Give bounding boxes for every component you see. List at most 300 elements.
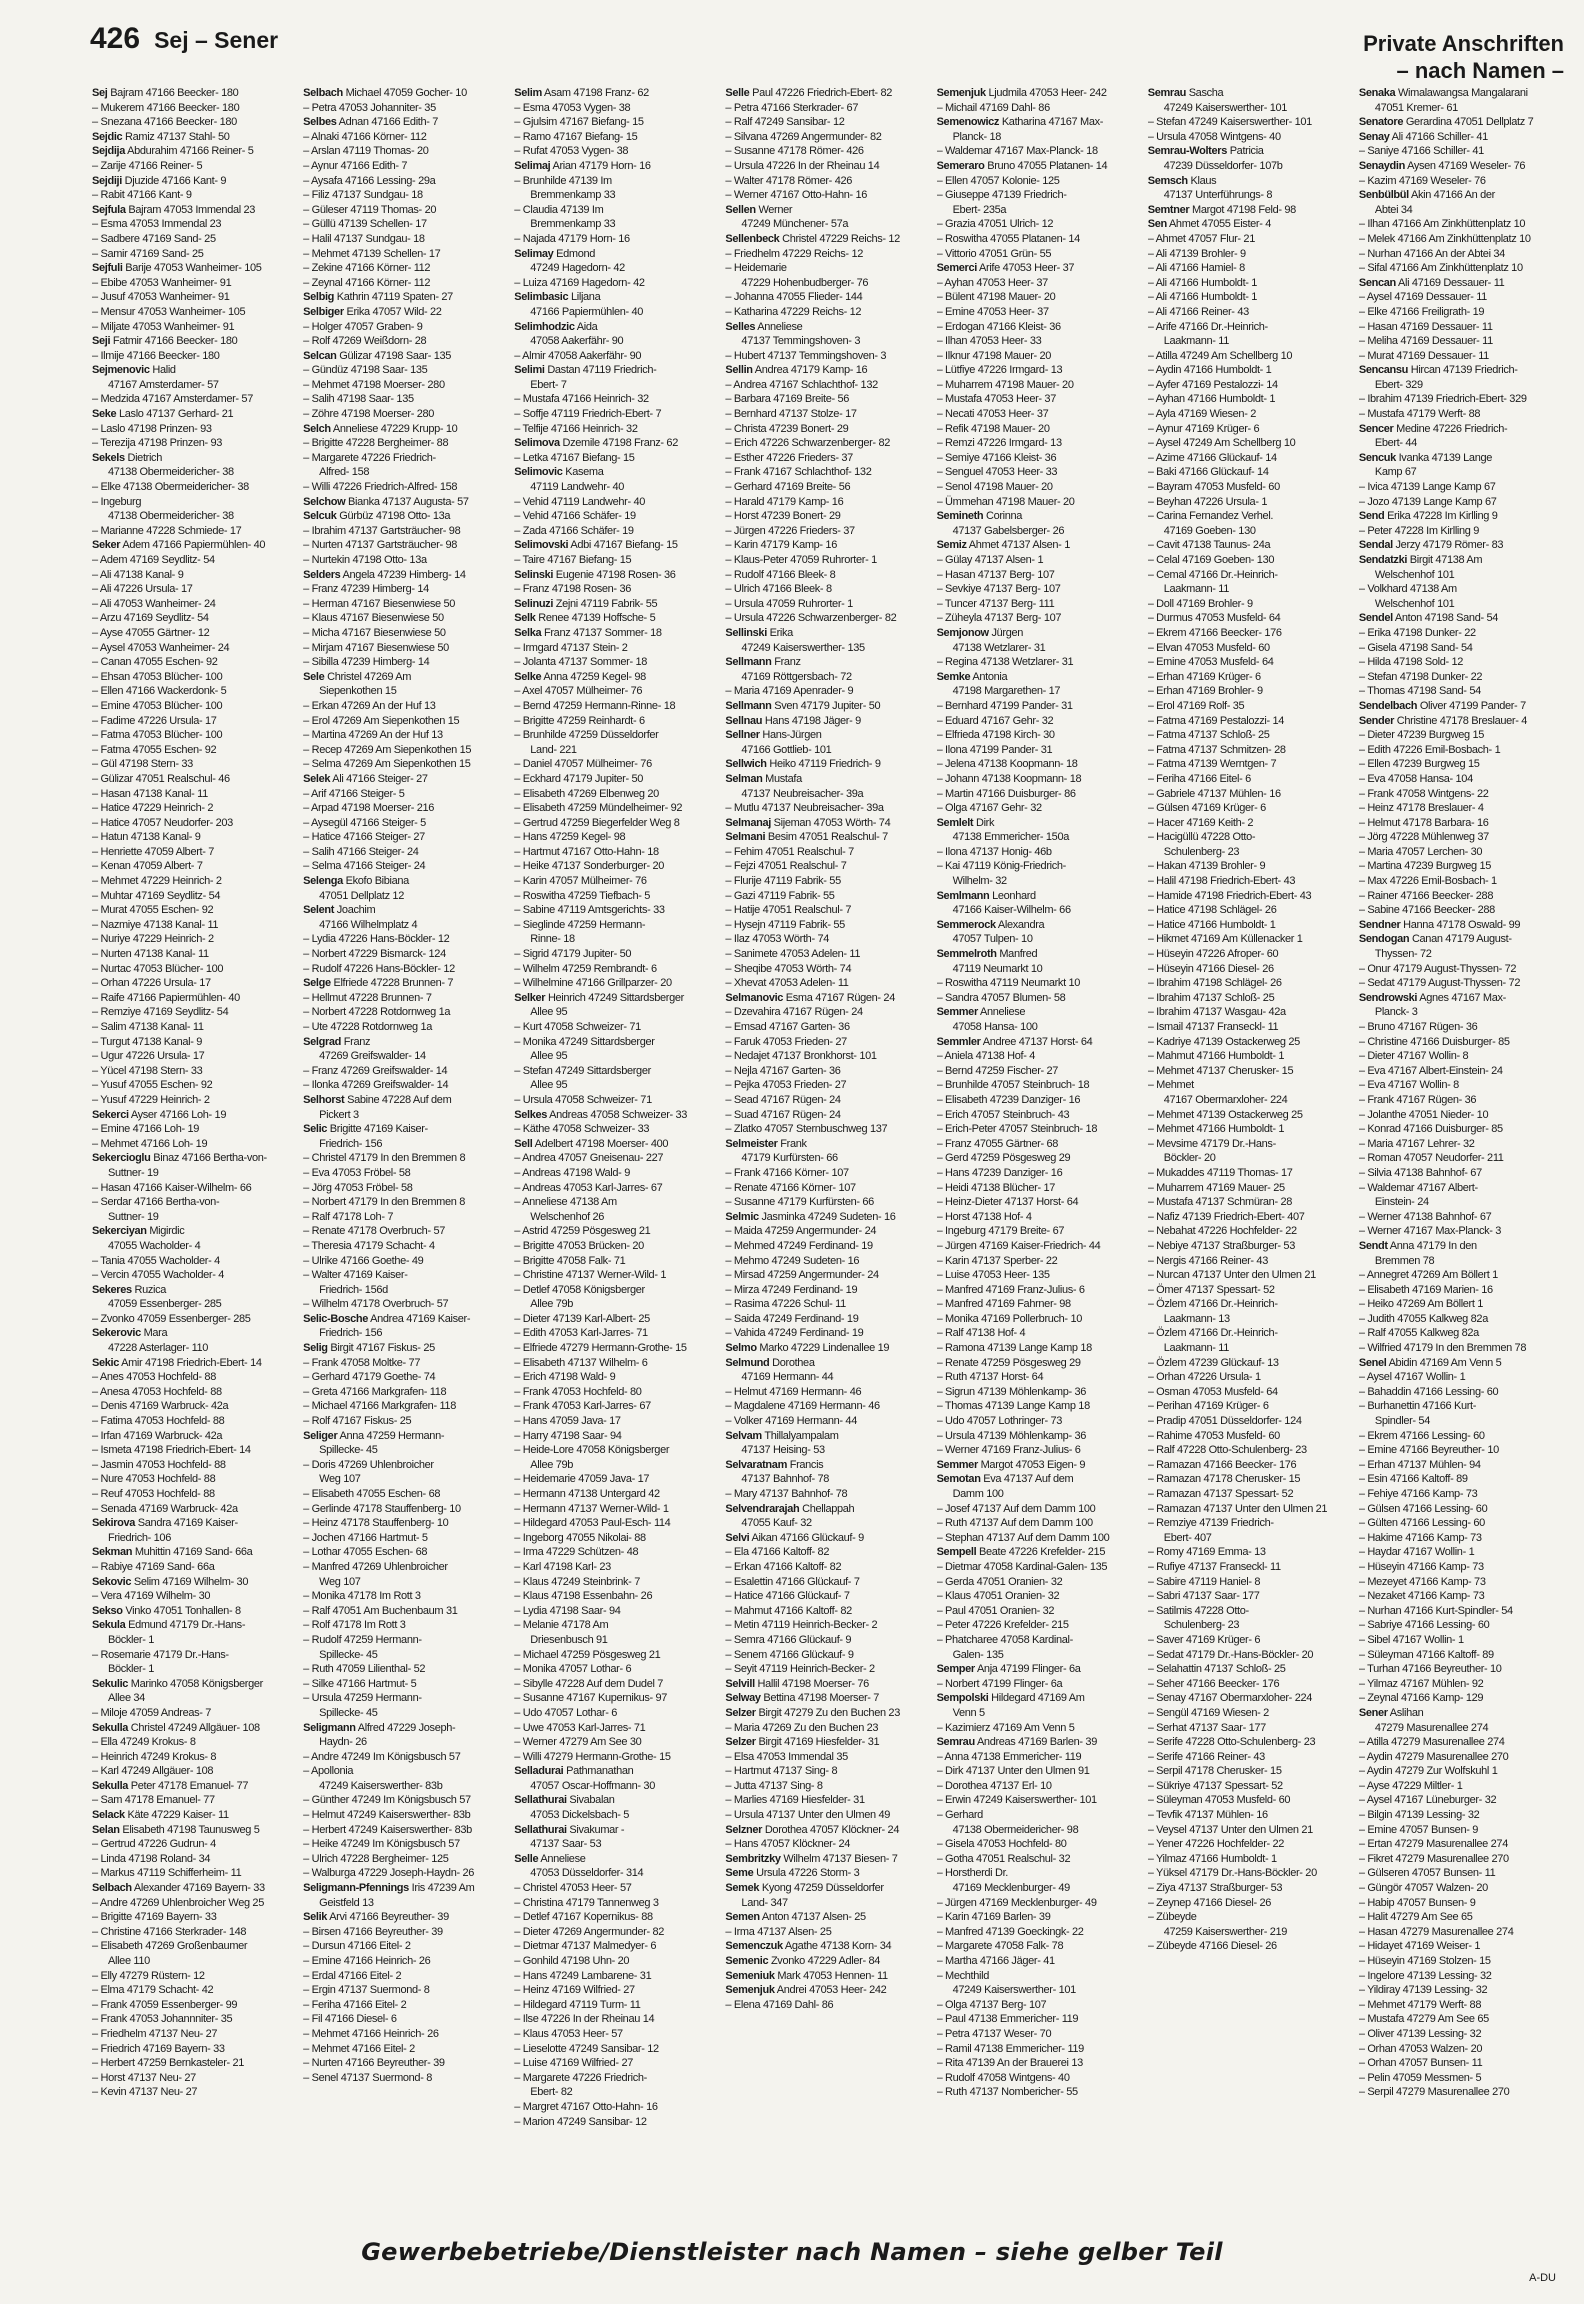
directory-entry <box>937 1852 1142 1867</box>
directory-entry <box>303 1487 508 1502</box>
entry-text: – Hatice 47166 Humboldt- 1 <box>1147 918 1276 931</box>
surname: Sekula <box>92 1619 126 1632</box>
entry-text: – Luise 47053 Heer- 135 <box>936 1269 1050 1282</box>
directory-entry <box>1359 159 1564 174</box>
directory-entry <box>937 932 1142 947</box>
entry-text: Geistfeld 13 <box>319 1896 374 1909</box>
entry-text: – Güleser 47119 Thomas- 20 <box>303 203 437 216</box>
entry-text: – Willi 47226 Friedrich-Alfred- 158 <box>303 481 458 494</box>
directory-entry <box>1359 903 1564 918</box>
entry-text: – Doll 47169 Brohler- 9 <box>1147 597 1253 610</box>
entry-text: – Zekine 47166 Körner- 112 <box>303 262 431 275</box>
entry-text: Dietrich <box>127 451 162 464</box>
directory-entry <box>725 174 930 189</box>
entry-text: – Werner 47167 Otto-Hahn- 16 <box>725 189 868 202</box>
directory-entry <box>303 1706 508 1721</box>
entry-text: Aslihan <box>1389 1706 1424 1719</box>
directory-entry <box>1359 2085 1564 2100</box>
entry-text: – Nurhan 47166 An der Abtei 34 <box>1358 247 1505 260</box>
directory-entry <box>303 1297 508 1312</box>
surname: Sekirova <box>92 1517 136 1530</box>
entry-text: – Hatice 47198 Schlägel- 26 <box>1147 904 1277 917</box>
entry-text: – Remziye 47139 Friedrich- <box>1147 1517 1274 1530</box>
directory-entry <box>725 1983 930 1998</box>
entry-text: – Esther 47226 Frieders- 37 <box>725 451 853 464</box>
entry-text: Erika 47228 Im Kirlling 9 <box>1387 510 1498 523</box>
entry-text: – Ruth 47137 Nombericher- 55 <box>936 2086 1078 2099</box>
directory-entry <box>1359 1472 1564 1487</box>
directory-entry <box>1359 1443 1564 1458</box>
directory-entry <box>725 787 930 802</box>
entry-text: – Edith 47053 Karl-Jarres- 71 <box>514 1327 648 1340</box>
entry-text: – Elfriede 47279 Hermann-Grothe- 15 <box>514 1342 687 1355</box>
entry-text: 47249 Hagedorn- 42 <box>530 262 625 275</box>
surname: Selles <box>725 320 756 333</box>
directory-entry <box>937 1239 1142 1254</box>
directory-entry <box>92 787 297 802</box>
directory-entry <box>937 1793 1142 1808</box>
directory-entry <box>1359 465 1564 480</box>
directory-entry <box>1359 626 1564 641</box>
entry-text: – Fatma 47137 Schmitzen- 28 <box>1147 743 1286 756</box>
entry-text: – Mehmet 47198 Moerser- 280 <box>303 378 445 391</box>
directory-entry <box>937 465 1142 480</box>
directory-entry <box>92 1399 297 1414</box>
directory-entry <box>92 1487 297 1502</box>
directory-entry <box>92 1166 297 1181</box>
entry-text: – Arpad 47198 Moerser- 216 <box>303 802 435 815</box>
surname: Selimay <box>514 247 554 260</box>
directory-entry <box>303 903 508 918</box>
entry-text: Fatmir 47166 Beecker- 180 <box>112 335 238 348</box>
entry-text: Heinrich 47249 Sittardsberger <box>547 991 684 1004</box>
surname: Semrau-Wolters <box>1147 145 1227 158</box>
entry-text: – Hildegard 47119 Turm- 11 <box>514 1998 641 2011</box>
directory-entry <box>92 1370 297 1385</box>
directory-entry <box>514 101 719 116</box>
surname: Sele <box>303 670 325 683</box>
entry-text: – Hubert 47137 Temmingshoven- 3 <box>725 349 887 362</box>
entry-text: – Mehmo 47249 Sudeten- 16 <box>725 1254 860 1267</box>
entry-text: Medine 47226 Friedrich- <box>1396 422 1508 435</box>
entry-text: Kamp 67 <box>1374 466 1417 479</box>
entry-text: Bianka 47137 Augusta- 57 <box>348 495 469 508</box>
directory-entry <box>1359 86 1564 101</box>
directory-entry <box>514 1764 719 1779</box>
entry-text: – Sadbere 47169 Sand- 25 <box>92 232 216 245</box>
entry-text: – Gülten 47166 Lessing- 60 <box>1358 1517 1485 1530</box>
directory-entry <box>937 524 1142 539</box>
directory-entry <box>92 334 297 349</box>
entry-text: 47169 Röttgersbach- 72 <box>741 670 852 683</box>
directory-entry <box>303 188 508 203</box>
directory-entry <box>92 538 297 553</box>
directory-entry <box>92 743 297 758</box>
entry-text: 47058 Aakerfähr- 90 <box>530 335 624 348</box>
directory-entry <box>937 1662 1142 1677</box>
entry-text: Andrea 47179 Kamp- 16 <box>754 364 868 377</box>
entry-text: – Werner 47279 Am See 30 <box>514 1736 642 1749</box>
entry-text: – Rolf 47167 Fiskus- 25 <box>303 1415 412 1428</box>
entry-text: – Taire 47167 Biefang- 15 <box>514 554 632 566</box>
directory-entry <box>514 626 719 641</box>
entry-text: – Aysegül 47166 Steiger- 5 <box>303 816 426 829</box>
directory-entry <box>92 524 297 539</box>
entry-text: – Roswitha 47259 Tiefbach- 5 <box>514 889 651 902</box>
entry-text: – Ilaz 47053 Wörth- 74 <box>725 933 830 946</box>
entry-text: – Ugur 47226 Ursula- 17 <box>92 1050 205 1063</box>
entry-text: – Mary 47137 Bahnhof- 78 <box>725 1488 848 1500</box>
directory-entry <box>92 495 297 510</box>
surname: Sejdic <box>92 130 123 143</box>
directory-entry <box>725 1516 930 1531</box>
entry-text: – Ilona 47199 Pander- 31 <box>936 743 1053 756</box>
directory-entry <box>92 188 297 203</box>
directory-entry <box>303 845 508 860</box>
entry-text: – Zeynep 47166 Diesel- 26 <box>1147 1896 1272 1909</box>
directory-entry <box>1359 2012 1564 2027</box>
entry-text: – Aydin 47166 Humboldt- 1 <box>1147 364 1272 377</box>
entry-text: – Gisela 47198 Sand- 54 <box>1358 641 1473 654</box>
surname: Selimi <box>514 364 545 377</box>
entry-text: 47137 Heising- 53 <box>741 1444 825 1457</box>
entry-text: – Fikret 47279 Masurenallee 270 <box>1358 1852 1509 1865</box>
entry-text: – Jochen 47166 Hartmut- 5 <box>303 1531 428 1544</box>
entry-text: Andrei 47053 Heer- 242 <box>776 1984 887 1997</box>
entry-text: Marko 47229 Lindenallee 19 <box>759 1342 890 1355</box>
entry-text: – Jörg 47053 Fröbel- 58 <box>303 1181 413 1194</box>
entry-text: – Sandra 47057 Blumen- 58 <box>936 991 1066 1004</box>
directory-entry <box>1148 1312 1353 1327</box>
directory-entry <box>92 655 297 670</box>
directory-entry <box>92 130 297 145</box>
entry-text: – Zübeyde <box>1147 1911 1197 1924</box>
entry-text: – Ramil 47138 Emmericher- 119 <box>936 2042 1084 2055</box>
entry-text: – Marlies 47169 Hiesfelder- 31 <box>725 1794 865 1807</box>
directory-entry <box>937 422 1142 437</box>
entry-text: – Senol 47198 Mauer- 20 <box>936 481 1053 494</box>
directory-entry <box>303 655 508 670</box>
directory-entry <box>1359 1589 1564 1604</box>
directory-entry <box>303 232 508 247</box>
directory-entry <box>1148 1093 1353 1108</box>
directory-entry <box>303 1677 508 1692</box>
entry-text: Barije 47053 Wanheimer- 105 <box>125 262 262 275</box>
entry-text: – Arzu 47169 Seydlitz- 54 <box>92 612 209 625</box>
entry-text: – Brigitte 47058 Falk- 71 <box>514 1254 626 1267</box>
entry-text: – Holger 47057 Graben- 9 <box>303 320 423 333</box>
entry-text: – Elisabeth 47239 Danziger- 16 <box>936 1093 1081 1106</box>
directory-entry <box>1359 1399 1564 1414</box>
entry-text: – Vittorio 47051 Grün- 55 <box>936 247 1052 260</box>
entry-text: – Hamide 47198 Friedrich-Ebert- 43 <box>1147 889 1312 902</box>
directory-entry <box>937 1910 1142 1925</box>
surname: Selimaj <box>514 159 551 172</box>
entry-text: – Perihan 47169 Krüger- 6 <box>1147 1400 1269 1413</box>
surname: Semlelt <box>936 816 974 829</box>
directory-entry <box>303 1108 508 1123</box>
entry-text: – Hasan 47279 Masurenallee 274 <box>1358 1925 1514 1938</box>
directory-entry <box>725 1443 930 1458</box>
directory-entry <box>1359 334 1564 349</box>
entry-text: – Manfred 47139 Goeckingk- 22 <box>936 1925 1084 1938</box>
entry-text: – Süleyman 47053 Musfeld- 60 <box>1147 1794 1291 1807</box>
directory-entry <box>514 714 719 729</box>
entry-text: Anneliese <box>757 320 803 333</box>
entry-text: – Habip 47057 Bunsen- 9 <box>1358 1896 1476 1909</box>
entry-text: – Grazia 47051 Ulrich- 12 <box>936 218 1054 231</box>
directory-entry <box>303 1283 508 1298</box>
entry-text: – Erhan 47137 Mühlen- 94 <box>1358 1458 1481 1471</box>
entry-text: – Werner 47138 Bahnhof- 67 <box>1358 1210 1492 1223</box>
directory-entry <box>303 1502 508 1517</box>
entry-text: – Nurtekin 47198 Otto- 13a <box>303 554 427 566</box>
directory-entry <box>937 670 1142 685</box>
directory-entry <box>725 1662 930 1677</box>
directory-entry <box>92 320 297 335</box>
directory-entry <box>514 1925 719 1940</box>
entry-text: – Ayse 47229 Miltler- 1 <box>1358 1779 1463 1792</box>
entry-text: – Walter 47169 Kaiser- <box>303 1269 408 1282</box>
directory-entry <box>514 480 719 495</box>
directory-entry <box>725 1254 930 1269</box>
entry-text: Sabine 47228 Auf dem <box>347 1093 452 1106</box>
entry-text: – Harry 47198 Saar- 94 <box>514 1429 622 1442</box>
entry-text: – Melanie 47178 Am <box>514 1619 609 1632</box>
entry-text: 47053 Düsseldorfer- 314 <box>530 1867 644 1880</box>
directory-entry <box>514 962 719 977</box>
directory-entry <box>514 2027 719 2042</box>
directory-entry <box>937 1939 1142 1954</box>
directory-entry <box>514 582 719 597</box>
entry-text: – Manfred 47169 Fahrner- 98 <box>936 1298 1071 1311</box>
entry-text: – Aysafa 47166 Lessing- 29a <box>303 174 436 187</box>
directory-entry <box>725 757 930 772</box>
entry-text: Böckler- 20 <box>1163 1152 1216 1165</box>
entry-text: – Ilmije 47166 Beecker- 180 <box>92 349 220 362</box>
directory-entry <box>514 1093 719 1108</box>
directory-entry <box>725 1356 930 1371</box>
entry-text: 47259 Kaiserswerther- 219 <box>1163 1925 1288 1938</box>
directory-entry <box>1148 1137 1353 1152</box>
directory-entry <box>1148 1633 1353 1648</box>
directory-entry <box>1359 2056 1564 2071</box>
entry-text: – Franz 47269 Greifswalder- 14 <box>303 1064 448 1077</box>
entry-text: – Hatije 47051 Realschul- 7 <box>725 904 852 917</box>
directory-entry <box>937 1254 1142 1269</box>
entry-text: – Süleyman 47166 Kaltoff- 89 <box>1358 1648 1494 1661</box>
entry-text: – Heinz-Dieter 47137 Horst- 64 <box>936 1196 1079 1209</box>
directory-entry <box>1148 1224 1353 1239</box>
directory-entry <box>1359 1633 1564 1648</box>
entry-text: – Michael 47166 Markgrafen- 118 <box>303 1400 456 1413</box>
directory-entry <box>514 859 719 874</box>
entry-text: – Aynur 47166 Edith- 7 <box>303 159 408 172</box>
entry-text: – Hüseyin 47169 Stolzen- 15 <box>1358 1955 1491 1967</box>
entry-text: – Gjulsim 47167 Biefang- 15 <box>514 116 644 129</box>
surname: Selvill <box>725 1677 755 1690</box>
directory-entry <box>514 932 719 947</box>
entry-text: – Mustafa 47279 Am See 65 <box>1358 2013 1489 2026</box>
directory-entry <box>1359 757 1564 772</box>
entry-text: – Fatma 47055 Eschen- 92 <box>92 743 217 756</box>
entry-text: – Aysel 47167 Lüneburger- 32 <box>1358 1794 1497 1807</box>
entry-text: – Brigitte 47228 Bergheimer- 88 <box>303 437 449 450</box>
entry-text: – Sam 47178 Emanuel- 77 <box>92 1794 215 1807</box>
directory-entry <box>937 947 1142 962</box>
surname: Semineth <box>936 510 984 523</box>
entry-text: – Frank 47058 Moltke- 77 <box>303 1356 421 1369</box>
entry-text: Migirdic <box>149 1225 185 1238</box>
directory-entry <box>514 699 719 714</box>
entry-text: Suttner- 19 <box>108 1166 159 1179</box>
directory-entry <box>303 611 508 626</box>
directory-entry <box>514 787 719 802</box>
surname: Semeraro <box>936 159 985 172</box>
directory-entry <box>1359 1837 1564 1852</box>
directory-entry <box>1359 1166 1564 1181</box>
directory-entry <box>725 1866 930 1881</box>
entry-text: – Hatice 47057 Neudorfer- 203 <box>92 816 233 829</box>
directory-entry <box>725 1239 930 1254</box>
directory-entry <box>514 524 719 539</box>
entry-text: Spillecke- 45 <box>319 1706 378 1719</box>
entry-text: Kasema <box>565 466 604 479</box>
entry-text: – Sabine 47119 Amtsgerichts- 33 <box>514 904 665 917</box>
directory-entry <box>514 1589 719 1604</box>
entry-text: – Ali 47226 Ursula- 17 <box>92 583 193 596</box>
entry-text: Anna 47259 Kegel- 98 <box>543 670 646 683</box>
entry-text: – Karin 47179 Kamp- 16 <box>725 539 837 552</box>
directory-entry <box>725 1049 930 1064</box>
entry-text: Ebert- 407 <box>1163 1531 1212 1544</box>
directory-entry <box>725 859 930 874</box>
directory-entry <box>725 1837 930 1852</box>
directory-entry <box>303 86 508 101</box>
directory-entry <box>92 1341 297 1356</box>
directory-entry <box>1148 787 1353 802</box>
entry-text: – Andreas 47053 Karl-Jarres- 67 <box>514 1181 663 1194</box>
directory-entry <box>725 1399 930 1414</box>
entry-text: Dorothea 47057 Klöckner- 24 <box>764 1823 900 1836</box>
directory-entry <box>937 1429 1142 1444</box>
entry-text: – Birsen 47166 Beyreuther- 39 <box>303 1925 443 1938</box>
entry-text: – Ramazan 47137 Unter den Ulmen 21 <box>1147 1502 1328 1515</box>
entry-text: – Brunhilde 47057 Steinbruch- 18 <box>936 1079 1090 1092</box>
entry-text: – Stephan 47137 Auf dem Damm 100 <box>936 1531 1110 1544</box>
entry-text: – Erol 47269 Am Siepenkothen 15 <box>303 714 460 727</box>
entry-text: – Najada 47179 Horn- 16 <box>514 232 630 245</box>
entry-text: – Baki 47166 Glückauf- 14 <box>1147 466 1269 479</box>
entry-text: – Sigrun 47139 Möhlenkamp- 36 <box>936 1385 1087 1398</box>
entry-text: – Irfan 47169 Warbruck- 42a <box>92 1429 223 1442</box>
directory-entry <box>937 1078 1142 1093</box>
surname: Selzer <box>725 1706 756 1719</box>
directory-entry <box>725 1224 930 1239</box>
surname: Selmeister <box>725 1137 778 1150</box>
entry-text: Eugenie 47198 Rosen- 36 <box>555 568 676 581</box>
directory-entry <box>725 1706 930 1721</box>
entry-text: – Hasan 47169 Dessauer- 11 <box>1358 320 1493 333</box>
surname: Sekerci <box>92 1108 129 1121</box>
entry-text: – Osman 47053 Musfeld- 64 <box>1147 1385 1278 1398</box>
directory-entry <box>1359 1181 1564 1196</box>
directory-entry <box>92 903 297 918</box>
entry-text: Franz 47137 Sommer- 18 <box>544 626 662 639</box>
entry-text: – Karin 47137 Sperber- 22 <box>936 1254 1058 1267</box>
entry-text: – Mirsad 47259 Angermunder- 24 <box>725 1269 879 1282</box>
entry-text: – Olga 47137 Berg- 107 <box>936 1998 1047 2011</box>
directory-entry <box>92 1122 297 1137</box>
directory-entry <box>303 932 508 947</box>
directory-entry <box>1148 159 1353 174</box>
directory-entry <box>1359 188 1564 203</box>
entry-text: – Elma 47179 Schacht- 42 <box>92 1984 214 1997</box>
directory-entry <box>1148 174 1353 189</box>
entry-text: – Hatice 47166 Glückauf- 7 <box>725 1590 850 1603</box>
directory-entry <box>1359 363 1564 378</box>
entry-text: – Maria 47167 Lehrer- 32 <box>1358 1137 1475 1150</box>
directory-entry <box>303 247 508 262</box>
entry-text: – Friedhelm 47137 Neu- 27 <box>92 2027 218 2040</box>
directory-entry <box>725 1852 930 1867</box>
entry-text: – Susanne 47167 Kupernikus- 97 <box>514 1692 668 1705</box>
entry-text: Erika <box>769 626 793 639</box>
entry-text: Abdurahim 47166 Reiner- 5 <box>127 145 254 158</box>
entry-text: – Lieselotte 47249 Sansibar- 12 <box>514 2042 659 2055</box>
surname: Sekulla <box>92 1721 129 1734</box>
directory-entry <box>937 436 1142 451</box>
directory-entry <box>937 334 1142 349</box>
directory-entry <box>937 991 1142 1006</box>
directory-entry <box>1359 1005 1564 1020</box>
entry-text: – Günther 47249 Im Königsbusch 57 <box>303 1794 471 1807</box>
directory-entry <box>1359 1487 1564 1502</box>
entry-text: – Sevkiye 47137 Berg- 107 <box>936 583 1061 596</box>
entry-text: – Gotha 47051 Realschul- 32 <box>936 1852 1071 1865</box>
entry-text: – Ulrike 47166 Goethe- 49 <box>303 1254 424 1267</box>
directory-entry <box>1359 1414 1564 1429</box>
directory-entry <box>1148 305 1353 320</box>
surname: Selvi <box>725 1531 750 1544</box>
directory-entry <box>92 174 297 189</box>
directory-entry <box>1359 1764 1564 1779</box>
entry-text: – Aynur 47169 Krüger- 6 <box>1147 422 1260 435</box>
directory-entry <box>1148 1049 1353 1064</box>
entry-text: Anja 47199 Flinger- 6a <box>976 1663 1081 1676</box>
entry-text: – Elke 47138 Obermeidericher- 38 <box>92 481 249 494</box>
entry-text: – Wilhelmine 47166 Grillparzer- 20 <box>514 977 672 990</box>
entry-text: – Mustafa 47053 Heer- 37 <box>936 393 1056 406</box>
entry-text: – Medzida 47167 Amsterdamer- 57 <box>92 393 253 406</box>
entry-text: – Marion 47249 Sansibar- 12 <box>514 2115 647 2128</box>
directory-entry <box>1148 568 1353 583</box>
entry-text: – Mehmet 47166 Heinrich- 26 <box>303 2027 439 2040</box>
entry-text: – Klaus 47167 Biesenwiese 50 <box>303 612 444 625</box>
directory-entry <box>92 1458 297 1473</box>
entry-text: Allee 95 <box>530 1050 568 1063</box>
directory-entry <box>303 859 508 874</box>
directory-entry <box>514 2100 719 2115</box>
entry-text: – Ramazan 47166 Beecker- 176 <box>1147 1458 1297 1471</box>
entry-text: – Lothar 47055 Eschen- 68 <box>303 1546 428 1559</box>
entry-text: Paul 47226 Friedrich-Ebert- 82 <box>752 87 892 99</box>
surname: Selgrad <box>303 1035 342 1048</box>
entry-text: 47138 Obermeidericher- 98 <box>952 1823 1079 1836</box>
entry-text: – Judith 47055 Kalkweg 82a <box>1358 1312 1488 1325</box>
directory-entry <box>514 1677 719 1692</box>
entry-text: – Helmut 47169 Hermann- 46 <box>725 1385 862 1398</box>
